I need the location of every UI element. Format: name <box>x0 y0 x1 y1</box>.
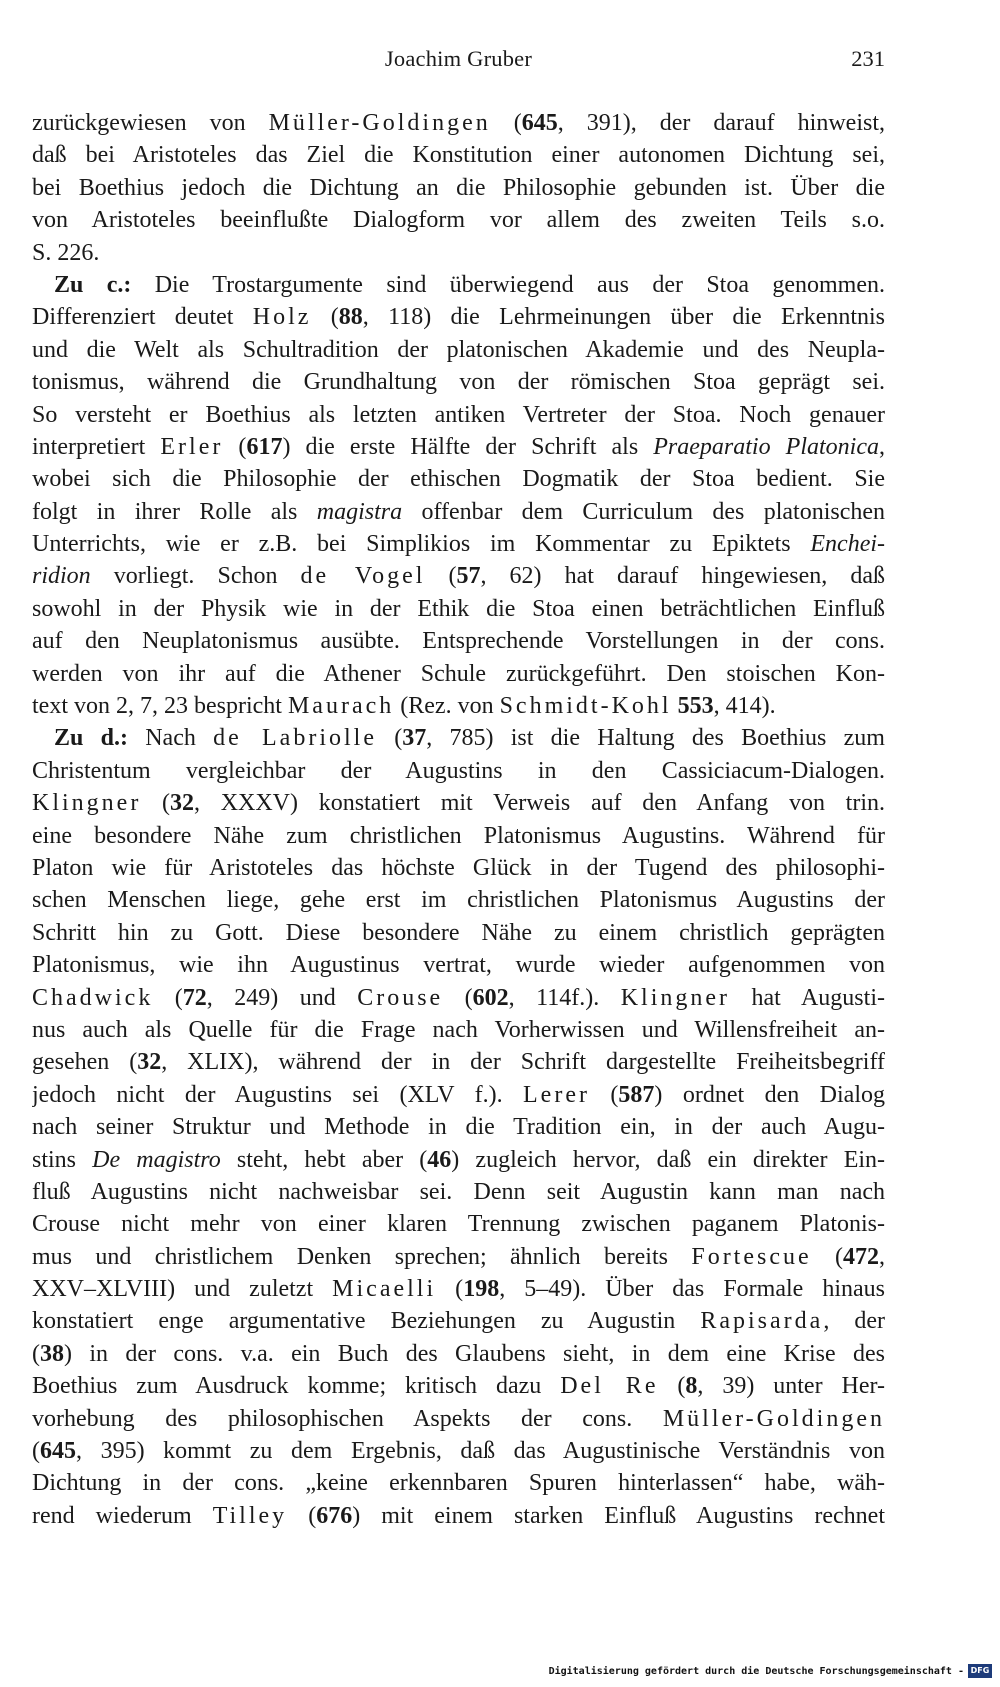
text-line: stins De magistro steht, hebt aber (46) zugleich hervor, daß ein direkter Ein- <box>32 1146 885 1173</box>
body-text <box>32 107 885 1532</box>
text-line: nach seiner Struktur und Methode in die Tradition ein, in der auch Augu- <box>32 1114 885 1141</box>
reference-number: 37 <box>402 725 427 752</box>
text-line: nus auch als Quelle für die Frage nach Vorherwissen und Willensfreiheit an- <box>32 1016 885 1043</box>
text-line: wobei sich die Philosophie der ethischen Dogmatik der Stoa bedient. Sie <box>32 466 885 493</box>
reference-number: 32 <box>170 790 194 817</box>
text-line: Zu c.: Die Trostargumente sind überwiegend aus der Stoa genommen. <box>54 271 885 298</box>
text-line: gesehen (32, XLIX), während der in der Schrift dargestellte Freiheitsbegriff <box>32 1049 885 1076</box>
author-name: Lerer <box>523 1081 590 1108</box>
digitization-credit: Digitalisierung gefördert durch die Deutsche Forschungsgemeinschaft - <box>548 1665 964 1677</box>
text-line: eine besondere Nähe zum christlichen Platonismus Augustins. Während für <box>32 822 885 849</box>
reference-number: 617 <box>246 433 283 460</box>
work-title: De magistro <box>92 1146 221 1173</box>
author-name: Fortescue <box>691 1243 812 1270</box>
text-line: mus und christlichem Denken sprechen; ähnlich bereits Fortescue (472, <box>32 1243 885 1270</box>
text-line: tonismus, während die Grundhaltung von der römischen Stoa geprägt sei. <box>32 369 885 396</box>
author-name: Crouse <box>357 984 444 1011</box>
text-line: interpretiert Erler (617) die erste Hälfte der Schrift als Praeparatio Platonica, <box>32 433 885 460</box>
text-line: von Aristoteles beeinflußte Dialogform vor allem des zweiten Teils s.o. <box>32 207 885 234</box>
reference-number: 38 <box>40 1340 64 1367</box>
author-name: Micaelli <box>332 1276 437 1303</box>
text-line: Dichtung in der cons. „keine erkennbaren Spuren hinterlassen“ habe, wäh- <box>32 1470 885 1497</box>
italic-term: magistra <box>316 498 403 525</box>
text-line: und die Welt als Schultradition der platonischen Akademie und des Neupla- <box>32 336 885 363</box>
text-line: Zu d.: Nach de Labriolle (37, 785) ist die Haltung des Boethius zum <box>54 725 885 752</box>
reference-number: 8 <box>685 1373 698 1400</box>
text-line: jedoch nicht der Augustins sei (XLV f.). Lerer (587) ordnet den Dialog <box>32 1081 885 1108</box>
text-line: Boethius zum Ausdruck komme; kritisch dazu Del Re (8, 39) unter Her- <box>32 1373 885 1400</box>
author-name: de Labriolle <box>213 725 377 752</box>
author-name: Maurach <box>287 693 395 720</box>
work-title: Enchei- <box>810 531 885 558</box>
reference-number: 46 <box>427 1146 452 1173</box>
reference-number: 587 <box>618 1081 655 1108</box>
text-line: daß bei Aristoteles das Ziel die Konstitution einer autonomen Dichtung sei, <box>32 142 885 169</box>
author-name: Schmidt-Kohl <box>499 693 672 720</box>
reference-number: 645 <box>521 110 558 136</box>
author-name: Holz <box>252 304 312 331</box>
author-name: de Vogel <box>300 563 426 590</box>
text-line: Schritt hin zu Gott. Diese besondere Nähe zu einem christlich geprägten <box>32 919 885 946</box>
reference-number: 198 <box>463 1276 500 1303</box>
reference-number: 602 <box>472 984 509 1011</box>
text-line: Unterrichts, wie er z.B. bei Simplikios im Kommentar zu Epiktets Enchei- <box>32 531 885 558</box>
text-line: Platon wie für Aristoteles das höchste Glück in der Tugend des philosophi- <box>32 854 885 881</box>
author-name: Chadwick <box>32 984 154 1011</box>
reference-number: 676 <box>316 1502 353 1529</box>
text-line: (645, 395) kommt zu dem Ergebnis, daß das Augustinische Verständnis von <box>32 1438 885 1465</box>
author-name: Klingner <box>32 790 142 817</box>
running-head: Joachim Gruber <box>384 46 533 71</box>
author-name: Klingner <box>620 984 731 1011</box>
text-line: Christentum vergleichbar der Augustins in den Cassiciacum-Dialogen. <box>32 757 885 784</box>
text-line: Crouse nicht mehr von einer klaren Trennung zwischen paganem Platonis- <box>32 1211 885 1238</box>
reference-number: 32 <box>137 1049 162 1076</box>
page-number: 231 <box>851 46 885 71</box>
page-header <box>32 46 885 80</box>
reference-number: 645 <box>40 1438 76 1465</box>
text-line: Chadwick (72, 249) und Crouse (602, 114f.). Klingner hat Augusti- <box>32 984 885 1011</box>
text-line: sowohl in der Physik wie in der Ethik die Stoa einen beträchtlichen Einfluß <box>32 595 885 622</box>
author-name: Del Re <box>560 1373 659 1400</box>
text-line: vorhebung des philosophischen Aspekts der cons. Müller-Goldingen <box>32 1405 885 1432</box>
text-line: rend wiederum Tilley (676) mit einem starken Einfluß Augustins rechnet <box>32 1502 885 1529</box>
text-line: text von 2, 7, 23 bespricht Maurach (Rez. von Schmidt-Kohl 553, 414). <box>32 693 776 720</box>
reference-number: 72 <box>182 984 207 1011</box>
text-line: konstatiert enge argumentative Beziehungen zu Augustin Rapisarda, der <box>32 1308 885 1335</box>
text-line: folgt in ihrer Rolle als magistra offenbar dem Curriculum des platonischen <box>32 498 885 525</box>
text-line: Klingner (32, XXXV) konstatiert mit Verweis auf den Anfang von trin. <box>32 790 885 817</box>
text-line: (38) in der cons. v.a. ein Buch des Glaubens sieht, in dem eine Krise des <box>32 1340 885 1367</box>
text-line: bei Boethius jedoch die Dichtung an die Philosophie gebunden ist. Über die <box>32 174 885 201</box>
author-name: Erler <box>160 433 224 460</box>
text-line: S. 226. <box>32 239 100 266</box>
reference-number: 553 <box>677 693 714 720</box>
work-title: ridion <box>32 563 91 590</box>
work-title: Praeparatio Platonica <box>653 433 879 460</box>
reference-number: 57 <box>456 563 481 590</box>
text-line: Differenziert deutet Holz (88, 118) die Lehrmeinungen über die Erkenntnis <box>32 304 885 331</box>
dfg-logo-icon: DFG <box>968 1664 992 1678</box>
section-label: Zu c.: <box>54 271 132 298</box>
text-line: XXV–XLVIII) und zuletzt Micaelli (198, 5–49). Über das Formale hinaus <box>32 1276 885 1303</box>
author-name: Müller-Goldingen <box>662 1405 885 1432</box>
text-line: So versteht er Boethius als letzten antiken Vertreter der Stoa. Noch genauer <box>32 401 885 428</box>
author-name: Tilley <box>212 1502 288 1529</box>
digitization-footer <box>549 1663 992 1679</box>
text-line: zurückgewiesen von Müller-Goldingen (645, 391), der darauf hinweist, <box>32 110 885 136</box>
text-line: auf den Neuplatonismus ausübte. Entsprechende Vorstellungen in der cons. <box>32 628 885 655</box>
section-label: Zu d.: <box>54 725 128 752</box>
text-line: Platonismus, wie ihn Augustinus vertrat, wurde wieder aufgenommen von <box>32 952 885 979</box>
text-line: ridion vorliegt. Schon de Vogel (57, 62) hat darauf hingewiesen, daß <box>32 563 885 590</box>
text-line: schen Menschen liege, gehe erst im christlichen Platonismus Augustins der <box>32 887 885 914</box>
text-line: werden von ihr auf die Athener Schule zurückgeführt. Den stoischen Kon- <box>32 660 885 687</box>
author-name: Müller-Goldingen <box>268 110 491 136</box>
text-line: fluß Augustins nicht nachweisbar sei. Denn seit Augustin kann man nach <box>32 1178 885 1205</box>
author-name: Rapisarda <box>700 1308 824 1335</box>
reference-number: 472 <box>843 1243 880 1270</box>
reference-number: 88 <box>338 304 363 331</box>
